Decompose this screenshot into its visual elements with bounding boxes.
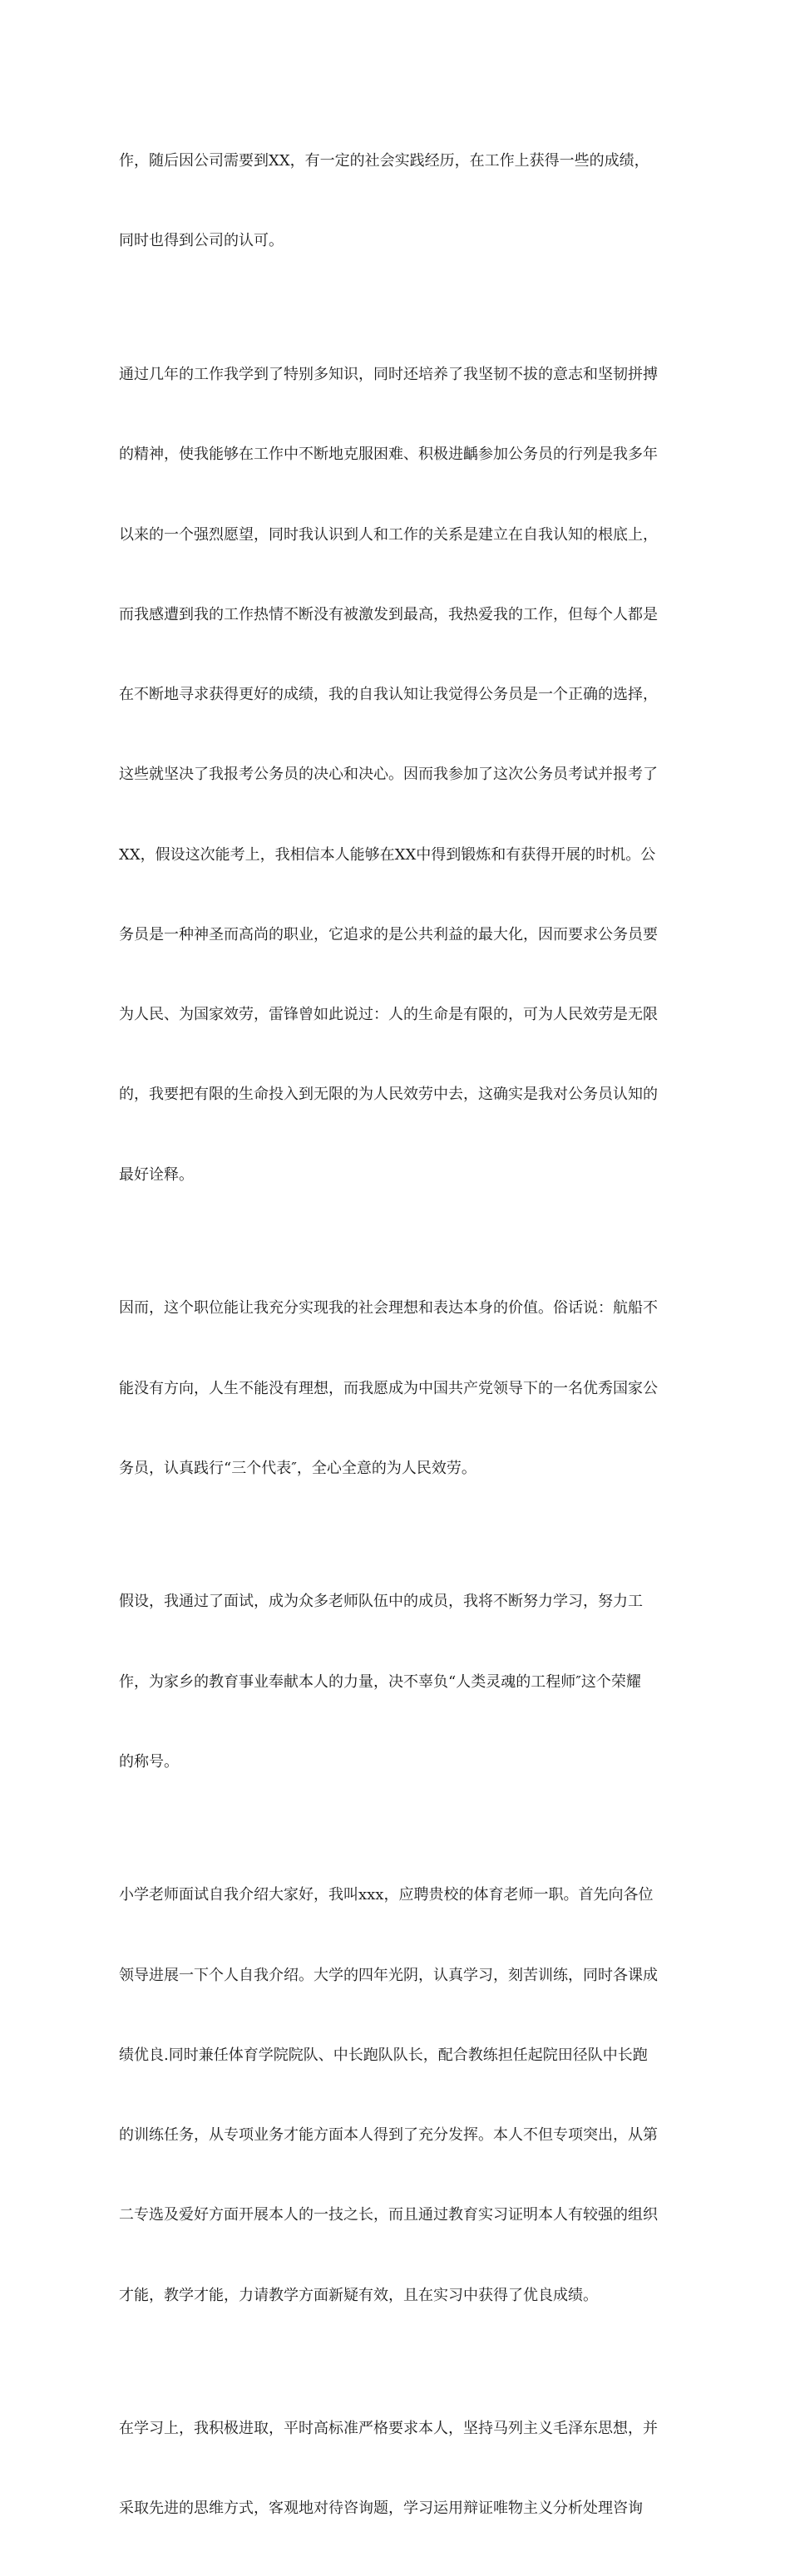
text-line: 领导进展一下个人自我介绍。大学的四年光阴，认真学习，刻苦训练，同时各课成: [119, 1966, 658, 1984]
text-line: 最好诠释。: [119, 1165, 194, 1184]
paragraph: [119, 1829, 680, 2362]
text-line: 作，随后因公司需要到XX，有一定的社会实践经历，在工作上获得一些的成绩，: [119, 152, 649, 170]
text-line: 采取先进的思维方式，客观地对待咨询题，学习运用辩证唯物主义分析处理咨询: [119, 2500, 643, 2518]
text-line: 在不断地寻求获得更好的成绩，我的自我认知让我觉得公务员是一个正确的选择，: [119, 686, 658, 704]
text-line: 为人民、为国家效劳，雷锋曾如此说过：人的生命是有限的，可为人民效劳是无限: [119, 1006, 658, 1024]
text-line: 二专选及爱好方面开展本人的一技之长，而且通过教育实习证明本人有较强的组织: [119, 2206, 658, 2224]
document-body: [119, 95, 680, 2576]
text-line: 的精神，使我能够在工作中不断地克服困难、积极进齲参加公务员的行列是我多年: [119, 446, 658, 464]
paragraph: [119, 95, 680, 308]
text-line: 的训练任务，从专项业务才能方面本人得到了充分发挥。本人不但专项突出，从第: [119, 2126, 658, 2145]
text-line: 而我感遭到我的工作热情不断没有被激发到最高，我热爱我的工作，但每个人都是: [119, 605, 658, 623]
text-line: 假设，我通过了面试，成为众多老师队伍中的成员，我将不断努力学习，努力工: [119, 1593, 643, 1611]
text-line: 的称号。: [119, 1752, 179, 1771]
text-line: 的，我要把有限的生命投入到无限的为人民效劳中去，这确实是我对公务员认知的: [119, 1086, 658, 1104]
text-line: 这些就坚决了我报考公务员的决心和决心。因而我参加了这次公务员考试并报考了: [119, 766, 658, 784]
paragraph: [119, 2362, 680, 2576]
text-line: 通过几年的工作我学到了特别多知识，同时还培养了我坚韧不拔的意志和坚韧拼搏: [119, 365, 658, 383]
paragraph: [119, 1535, 680, 1829]
paragraph: [119, 1242, 680, 1535]
text-line: 能没有方向，人生不能没有理想，而我愿成为中国共产党领导下的一名优秀国家公: [119, 1379, 658, 1397]
text-line: 绩优良.同时兼任体育学院院队、中长跑队队长，配合教练担任起院田径队中长跑: [119, 2046, 648, 2064]
text-line: 务员是一种神圣而高尚的职业，它追求的是公共利益的最大化，因而要求公务员要: [119, 925, 658, 943]
text-line: XX，假设这次能考上，我相信本人能够在XX中得到锻炼和有获得开展的时机。公: [119, 845, 656, 864]
text-line: 作，为家乡的教育事业奉献本人的力量，决不辜负“人类灵魂的工程师″这个荣耀: [119, 1672, 641, 1691]
text-line: 同时也得到公司的认可。: [119, 232, 284, 250]
text-line: 以来的一个强烈愿望，同时我认识到人和工作的关系是建立在自我认知的根底上，: [119, 525, 658, 544]
text-line: 才能，教学才能，力请教学方面新疑有效，且在实习中获得了优良成绩。: [119, 2286, 598, 2304]
text-line: 因而，这个职位能让我充分实现我的社会理想和表达本身的价值。俗话说：航船不: [119, 1299, 658, 1318]
paragraph: [119, 308, 680, 1242]
text-line: 在学习上，我积极进取，平时高标准严格要求本人，坚持马列主义毛泽东思想，并: [119, 2420, 658, 2438]
text-line: 小学老师面试自我介绍大家好，我叫xxx，应聘贵校的体育老师一职。首先向各位: [119, 1886, 654, 1904]
text-line: 务员，认真践行“三个代表″，全心全意的为人民效劳。: [119, 1459, 476, 1477]
